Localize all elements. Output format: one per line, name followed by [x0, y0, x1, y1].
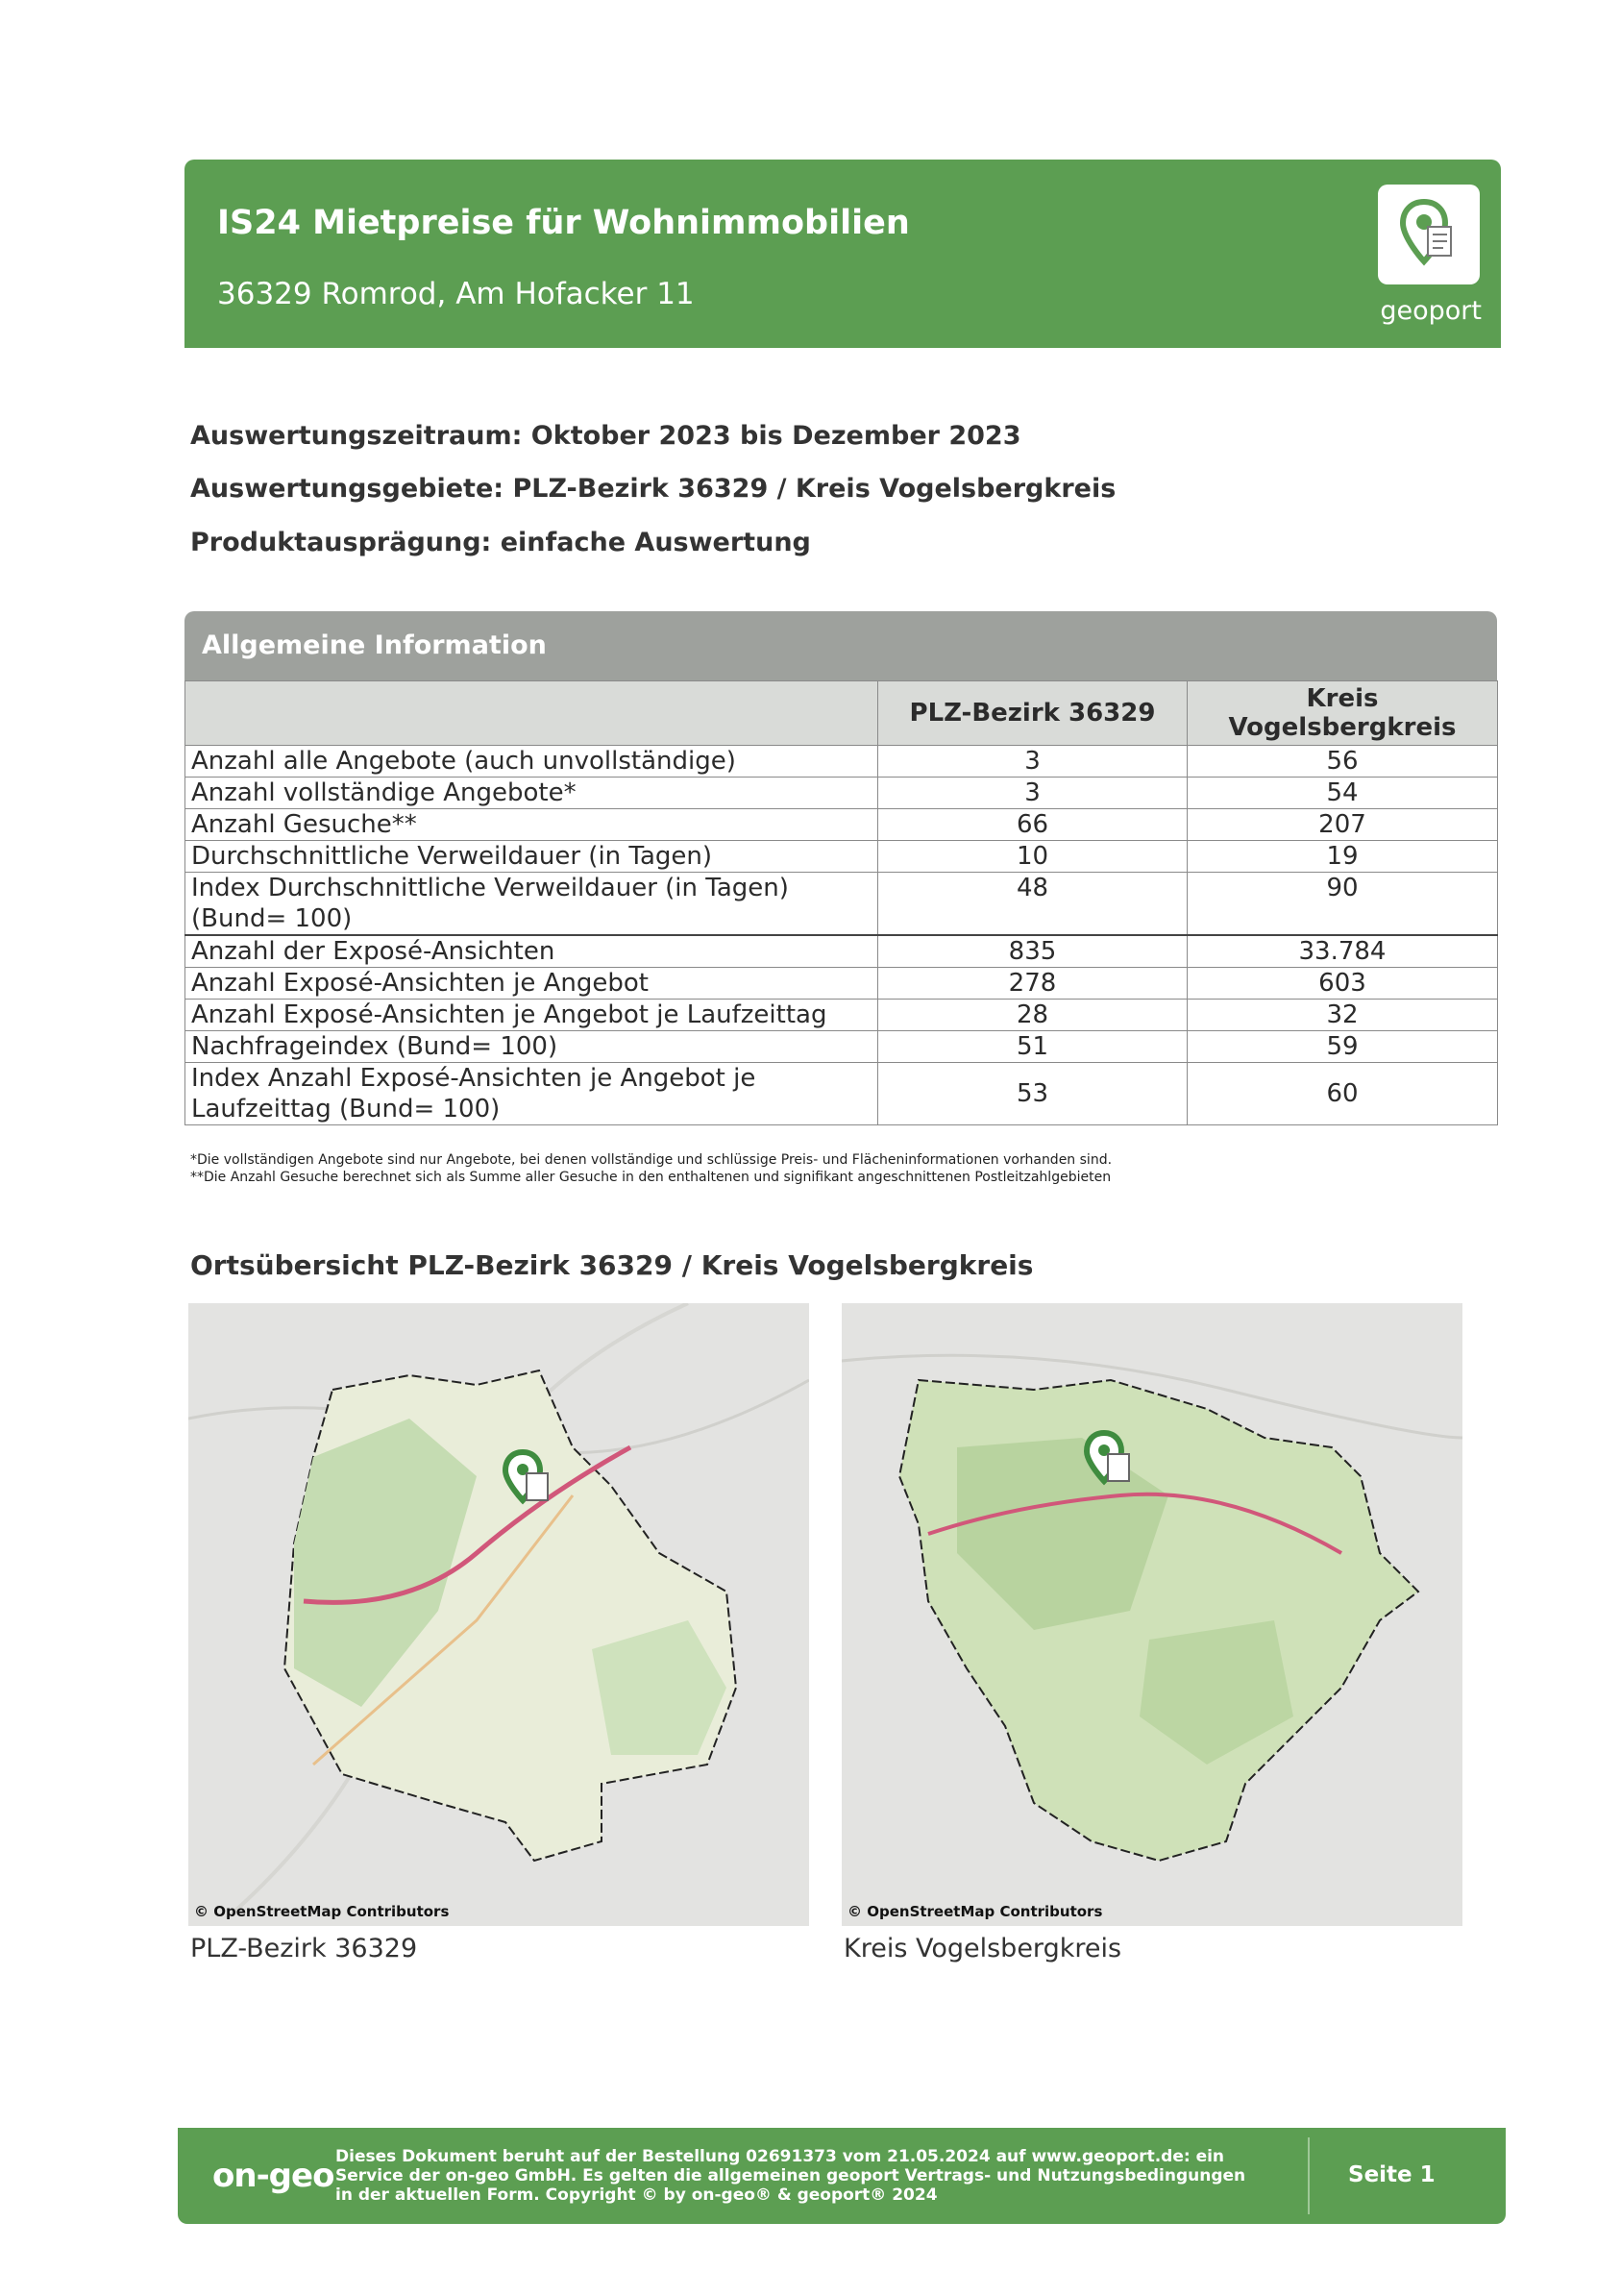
on-geo-logo: on-geo — [212, 2157, 334, 2195]
map-kreis-image — [842, 1303, 1462, 1926]
table-row: Durchschnittliche Verweildauer (in Tagen) 10 19 — [185, 841, 1498, 873]
map-kreis[interactable] — [842, 1303, 1462, 1926]
map-caption-kreis: Kreis Vogelsbergkreis — [844, 1934, 1122, 1963]
table-row: Anzahl Gesuche** 66 207 — [185, 809, 1498, 841]
table-row: Nachfrageindex (Bund= 100) 51 59 — [185, 1031, 1498, 1063]
geoport-logo-text: geoport — [1380, 296, 1482, 326]
table-row: Index Durchschnittliche Verweildauer (in Tagen) (Bund= 100) 48 90 — [185, 873, 1498, 936]
header-plz-col: PLZ-Bezirk 36329 — [878, 681, 1188, 746]
geoport-logo — [1378, 185, 1480, 284]
map-plz-image — [188, 1303, 809, 1926]
footnotes — [190, 1151, 1112, 1186]
general-information-table — [184, 611, 1497, 1125]
header-label-col — [185, 681, 878, 746]
product-variant: Produktausprägung: einfache Auswertung — [190, 528, 811, 557]
header-kreis-col: Kreis Vogelsbergkreis — [1188, 681, 1498, 746]
map-caption-plz: PLZ-Bezirk 36329 — [190, 1934, 418, 1963]
table-row: Anzahl Exposé-Ansichten je Angebot je Laufzeittag 28 32 — [185, 1000, 1498, 1031]
table-row: Anzahl Exposé-Ansichten je Angebot 278 603 — [185, 968, 1498, 1000]
report-title: IS24 Mietpreise für Wohnimmobilien — [217, 204, 910, 242]
table-row: Anzahl alle Angebote (auch unvollständige) 3 56 — [185, 746, 1498, 778]
evaluation-period: Auswertungszeitraum: Oktober 2023 bis Dezember 2023 — [190, 421, 1021, 451]
map-plz-bezirk[interactable] — [188, 1303, 809, 1926]
footer-divider — [1308, 2137, 1310, 2214]
footer-legal-text: Dieses Dokument beruht auf der Bestellung 02691373 vom 21.05.2024 auf www.geoport.de: ein Service der on-geo GmbH. Es gelten die allgemeinen geoport Vertrags- und Nutzungsbedingungen in der aktuellen Form. Copyright © by on-geo® & geoport® 2024 — [335, 2147, 1246, 2205]
footnote-complete-offers: *Die vollständigen Angebote sind nur Angebote, bei denen vollständige und schlüssige Preis- und Flächeninformationen vorhanden sind. — [190, 1152, 1113, 1168]
osm-attribution: © OpenStreetMap Contributors — [847, 1903, 1103, 1920]
location-overview-title: Ortsübersicht PLZ-Bezirk 36329 / Kreis Vogelsbergkreis — [190, 1249, 1034, 1281]
osm-attribution: © OpenStreetMap Contributors — [194, 1903, 450, 1920]
table-title: Allgemeine Information — [202, 630, 547, 660]
map-pin-icon — [1399, 198, 1459, 271]
table-title-bar — [184, 611, 1497, 680]
evaluation-areas: Auswertungsgebiete: PLZ-Bezirk 36329 / Kreis Vogelsbergkreis — [190, 474, 1117, 504]
page-number: Seite 1 — [1348, 2162, 1436, 2187]
page-footer — [178, 2128, 1506, 2224]
report-address: 36329 Romrod, Am Hofacker 11 — [217, 277, 695, 311]
footnote-requests: **Die Anzahl Gesuche berechnet sich als Summe aller Gesuche in den enthaltenen und signifikant angeschnittenen Postleitzahlgebieten — [190, 1170, 1112, 1185]
table-row: Anzahl vollständige Angebote* 3 54 — [185, 778, 1498, 809]
report-header — [184, 160, 1501, 348]
table-row: Index Anzahl Exposé-Ansichten je Angebot je Laufzeittag (Bund= 100) 53 60 — [185, 1063, 1498, 1125]
table-row: Anzahl der Exposé-Ansichten 835 33.784 — [185, 935, 1498, 968]
